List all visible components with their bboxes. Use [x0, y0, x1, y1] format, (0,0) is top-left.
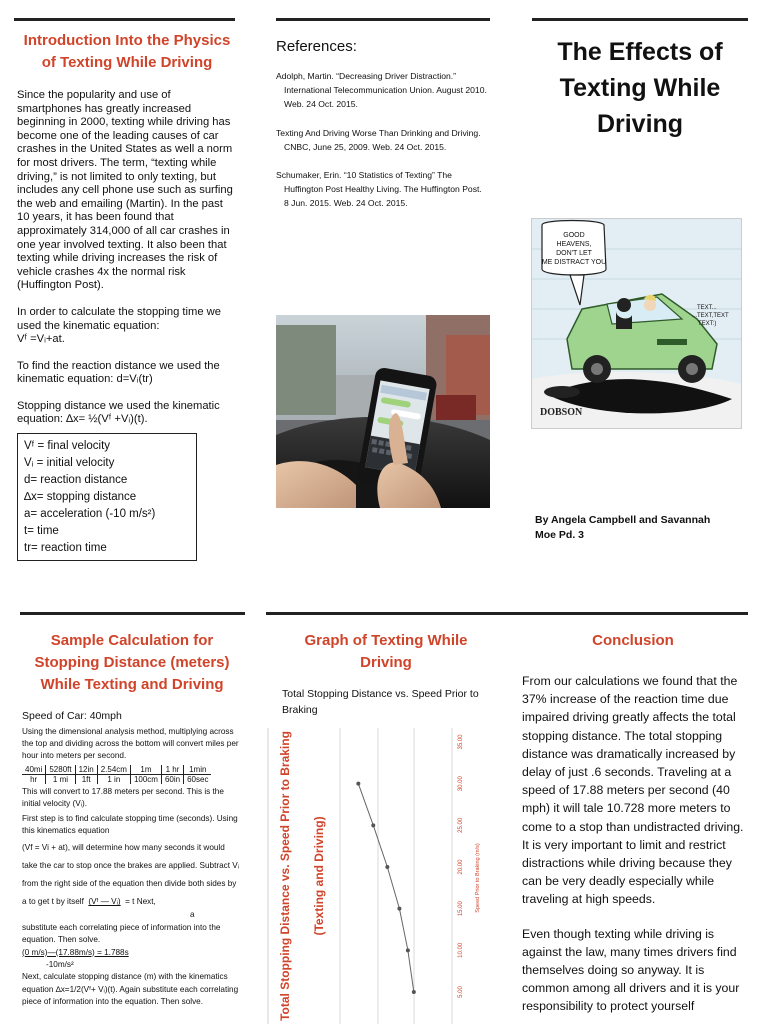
- chart-tick-label: 35.00: [458, 734, 464, 750]
- cover-authors: By Angela Campbell and Savannah Moe Pd. 3: [535, 514, 711, 541]
- chart-tick-label: 20.00: [458, 859, 464, 875]
- conversion-cell: 1ft: [75, 774, 97, 784]
- conversion-cell: 1min: [184, 765, 212, 775]
- reference-item: Adolph, Martin. “Decreasing Driver Distraction.” International Telecommunication Union. August 2010. Web. 24 Oct. 2015.: [276, 71, 487, 110]
- definition-item: Vᶠ = final velocity: [24, 440, 111, 453]
- sample-step1: First step is to find calculate stopping time (seconds). Using this kinematics equation: [22, 813, 238, 836]
- conversion-cell: 12in: [75, 765, 97, 775]
- sample-method: Using the dimensional analysis method, multiplying across the top and dividing across the bottom will convert miles per hour into meters per second.: [22, 726, 239, 761]
- graph-title: Graph of Texting While Driving: [304, 632, 468, 671]
- chart-ylabel-main: Total Stopping Distance vs. Speed Prior to Braking: [278, 731, 292, 1021]
- conclusion-title: Conclusion: [592, 632, 674, 649]
- chart-tick-label: 25.00: [458, 817, 464, 833]
- chart-tick-label: 15.00: [458, 901, 464, 917]
- chart-data-point: [397, 907, 401, 911]
- graph-subtitle: Total Stopping Distance vs. Speed Prior to Braking: [282, 688, 479, 716]
- conversion-cell: 2.54cm: [97, 765, 130, 775]
- svg-text:DOBSON: DOBSON: [540, 407, 583, 418]
- svg-text:GOOD: GOOD: [563, 232, 585, 239]
- chart-data-point: [371, 823, 375, 827]
- bottom-middle-rule: [266, 612, 748, 615]
- svg-text:DON'T LET: DON'T LET: [556, 250, 592, 257]
- chart-ylabel-sub: (Texting and Driving): [312, 816, 326, 936]
- fraction-numerator: (Vᶠ — Vᵢ): [88, 897, 121, 907]
- conversion-cell: 1 in: [97, 774, 130, 784]
- sample-step1b: (Vf = Vi + at), will determine how many seconds it would take the car to stop once the brakes are applied. Subtract Vᵢ from the right side of the equation then divide both sides by a to get t by itself: [22, 843, 240, 907]
- conclusion-paragraph: From our calculations we found that the 37% increase of the reaction time due impaired driving greatly affects the total stopping distance. The total stopping distance was dramatically increased by delay of just .6 seconds. Traveling at a speed of 17.88 meters per second (40 mph) it will tale 10.728 more meters to come to a stop than undistracted driving. It is very important to limit and restrict distractions while driving because they can be very deadly especially while traveling at high speeds.: [522, 674, 744, 907]
- chart-tick-label: 30.00: [458, 776, 464, 792]
- stopping-distance-chart: [266, 728, 496, 1024]
- svg-text:TEXT:): TEXT:): [698, 321, 717, 327]
- intro-reaction-text: To find the reaction distance we used the kinematic equation: d=Vᵢ(tr): [17, 359, 220, 386]
- references-title: References:: [276, 38, 357, 55]
- top-middle-rule: [276, 18, 490, 21]
- fraction-tail: = t Next,: [125, 897, 156, 907]
- cover-title: The Effects of Texting While Driving: [557, 38, 723, 138]
- chart-data-point: [385, 865, 389, 869]
- chart-svg: [266, 728, 496, 1024]
- conversion-cell: 1m: [130, 765, 161, 775]
- conversion-cell: 1 hr: [161, 765, 183, 775]
- graph-column: [276, 630, 496, 718]
- conversion-cell: 5280ft: [46, 765, 75, 775]
- chart-data-point: [406, 948, 410, 952]
- top-left-rule: [14, 18, 235, 21]
- calc-denominator: -10m/s²: [46, 960, 74, 970]
- conclusion-paragraph: Even though texting while driving is against the law, many times drivers find themselves doing so anyway. It is common among all drivers and it is your responsibility to protect yourself: [522, 926, 740, 1014]
- chart-data-point: [412, 990, 416, 994]
- definitions-box: [17, 433, 197, 561]
- conversion-cell: hr: [22, 774, 46, 784]
- chart-tick-label: 5.00: [458, 986, 464, 998]
- definition-item: d= reaction distance: [24, 474, 128, 487]
- texting-phone-photo: [276, 315, 490, 508]
- sample-substitute: substitute each correlating piece of information into the equation. Then solve.: [22, 922, 221, 945]
- references-column: [276, 38, 488, 225]
- conversion-cell: 40mi: [22, 765, 46, 775]
- intro-equation: Vᶠ =Vᵢ+at.: [17, 333, 65, 346]
- chart-tick-label: 10.00: [458, 942, 464, 958]
- svg-text:ME DISTRACT YOU: ME DISTRACT YOU: [541, 259, 607, 266]
- conversion-cell: 60sec: [187, 774, 209, 784]
- intro-stopping-distance-text: Stopping distance we used the kinematic equation: ∆x= ½(Vᶠ +Vᵢ)(t).: [17, 399, 220, 426]
- bottom-left-rule: [20, 612, 245, 615]
- cartoon-image: [531, 218, 742, 429]
- conversion-table: [22, 765, 211, 784]
- definition-item: a= acceleration (-10 m/s²): [24, 508, 156, 521]
- svg-text:HEAVENS,: HEAVENS,: [556, 241, 592, 248]
- calc-line: (0 m/s)—(17.88m/s) = 1.788s: [22, 947, 129, 957]
- sample-speed: Speed of Car: 40mph: [22, 710, 122, 722]
- intro-column: [17, 30, 237, 561]
- reference-item: Schumaker, Erin. “10 Statistics of Texting” The Huffington Post Healthy Living. The Huffington Post. 8 Jun. 2015. Web. 24 Oct. 2015.: [276, 170, 482, 209]
- fraction-denominator: a: [190, 910, 195, 920]
- sample-next-step: Next, calculate stopping distance (m) with the kinematics equation ∆x=1/2(Vᶠ+ Vᵢ)(t). Again substitute each correlating piece of information into the equation. Then solve.: [22, 972, 239, 1007]
- reference-item: Texting And Driving Worse Than Drinking and Driving. CNBC, June 25, 2009. Web. 24 Oct. 2015.: [276, 127, 481, 152]
- definition-item: t= time: [24, 525, 59, 538]
- intro-paragraph: Since the popularity and use of smartphones has greatly increased beginning in 2000, texting while driving has become one of the leading causes of car crashes in the United States as well a norm for most drivers. The term, “texting while driving,” is not limited to only texting, but includes any cell phone use such as surfing the web and emailing (Martin). In the past 10 years, it has been found that approximately 314,000 of all car crashes in one year involved texting. It also been that texting while driving increases the risk of vehicle crashes 4x the normal risk (Huffington Post).: [17, 89, 233, 292]
- conversion-cell: 1 mi: [46, 774, 75, 784]
- definition-item: Vᵢ = initial velocity: [24, 457, 115, 470]
- svg-text:TEXT...: TEXT...: [697, 305, 717, 311]
- conclusion-column: [522, 630, 744, 1016]
- conversion-cell: 100cm: [130, 774, 161, 784]
- chart-data-point: [356, 782, 360, 786]
- svg-text:...TEXT,TEXT: ...TEXT,TEXT: [692, 313, 729, 319]
- sample-title: Sample Calculation for Stopping Distance (meters) While Texting and Driving: [34, 632, 230, 693]
- top-right-rule: [532, 18, 748, 21]
- definition-item: ∆x= stopping distance: [24, 491, 137, 504]
- sample-after-conversion: This will convert to 17.88 meters per second. This is the initial velocity (Vᵢ).: [22, 786, 224, 809]
- intro-stopping-time-text: In order to calculate the stopping time we used the kinematic equation:: [17, 305, 221, 332]
- chart-xlabel: Speed Prior to Braking (m/s): [475, 843, 481, 913]
- cover-column: [532, 34, 748, 142]
- intro-title: Introduction Into the Physics of Texting While Driving: [23, 32, 231, 71]
- definition-item: tr= reaction time: [24, 542, 107, 555]
- conversion-cell: 60in: [161, 774, 183, 784]
- sample-column: [22, 630, 242, 1009]
